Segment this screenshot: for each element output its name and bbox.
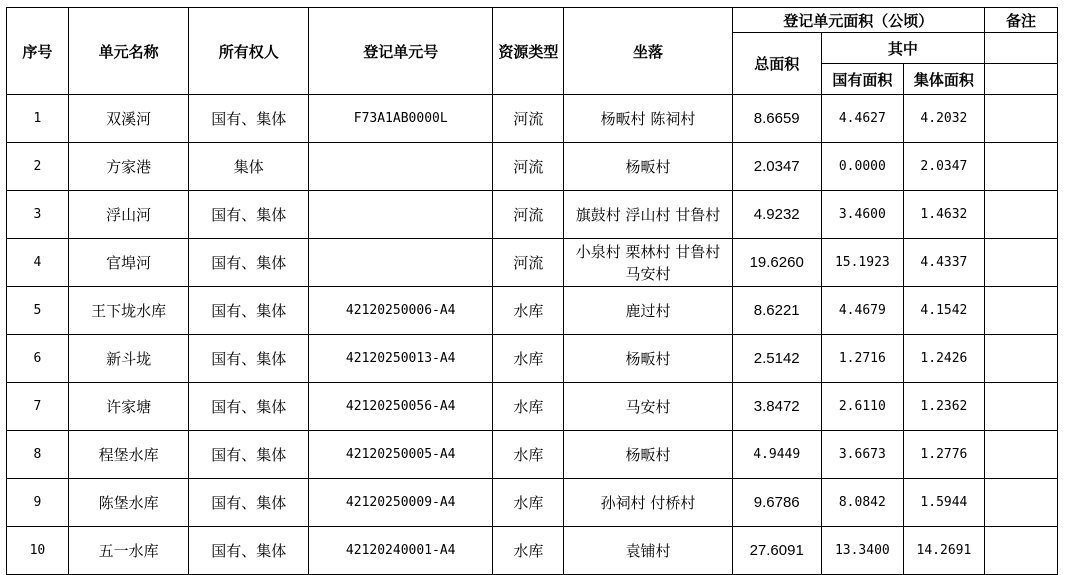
cell-total-area: 19.6260: [732, 239, 821, 287]
cell-location: 杨畈村 陈祠村: [564, 95, 732, 143]
cell-state-area: 0.0000: [821, 143, 903, 191]
cell-collective-area: 4.2032: [903, 95, 984, 143]
header-area-group: 登记单元面积（公顷）: [732, 8, 984, 33]
table-row: [7, 479, 1058, 527]
cell-location: 杨畈村: [564, 431, 732, 479]
cell-collective-area: 4.1542: [903, 287, 984, 335]
cell-resource-type: 河流: [493, 191, 564, 239]
cell-unit-name: 方家港: [68, 143, 189, 191]
cell-resource-type: 河流: [493, 95, 564, 143]
cell-state-area: 4.4679: [821, 287, 903, 335]
cell-resource-type: 水库: [493, 287, 564, 335]
table-row: [7, 239, 1058, 287]
table-row: [7, 95, 1058, 143]
cell-owner: 国有、集体: [189, 383, 309, 431]
cell-total-area: 2.5142: [732, 335, 821, 383]
cell-remarks: [984, 287, 1057, 335]
cell-location: 孙祠村 付桥村: [564, 479, 732, 527]
cell-resource-type: 水库: [493, 335, 564, 383]
cell-collective-area: 1.2776: [903, 431, 984, 479]
header-of-which: 其中: [821, 33, 984, 64]
cell-owner: 集体: [189, 143, 309, 191]
header-reg-no: 登记单元号: [308, 8, 492, 95]
cell-collective-area: 1.4632: [903, 191, 984, 239]
cell-state-area: 2.6110: [821, 383, 903, 431]
cell-seq: 8: [7, 431, 69, 479]
header-unit-name: 单元名称: [68, 8, 189, 95]
cell-reg-no: 42120250013-A4: [308, 335, 492, 383]
header-remarks-blank: [984, 64, 1057, 95]
cell-resource-type: 河流: [493, 143, 564, 191]
cell-remarks: [984, 191, 1057, 239]
cell-seq: 1: [7, 95, 69, 143]
cell-seq: 10: [7, 527, 69, 575]
cell-seq: 5: [7, 287, 69, 335]
cell-unit-name: 官埠河: [68, 239, 189, 287]
header-seq: 序号: [7, 8, 69, 95]
cell-total-area: 4.9232: [732, 191, 821, 239]
cell-reg-no: 42120250005-A4: [308, 431, 492, 479]
cell-unit-name: 双溪河: [68, 95, 189, 143]
cell-location: 小泉村 栗林村 甘鲁村 马安村: [564, 239, 732, 287]
cell-owner: 国有、集体: [189, 287, 309, 335]
cell-owner: 国有、集体: [189, 479, 309, 527]
cell-location: 杨畈村: [564, 335, 732, 383]
cell-reg-no: [308, 143, 492, 191]
cell-seq: 7: [7, 383, 69, 431]
cell-owner: 国有、集体: [189, 527, 309, 575]
cell-total-area: 8.6221: [732, 287, 821, 335]
cell-reg-no: 42120250006-A4: [308, 287, 492, 335]
cell-reg-no: F73A1AB0000L: [308, 95, 492, 143]
cell-unit-name: 程堡水库: [68, 431, 189, 479]
cell-total-area: 4.9449: [732, 431, 821, 479]
registration-table: [6, 7, 1058, 575]
cell-owner: 国有、集体: [189, 239, 309, 287]
cell-unit-name: 浮山河: [68, 191, 189, 239]
cell-seq: 3: [7, 191, 69, 239]
cell-total-area: 3.8472: [732, 383, 821, 431]
header-state-area: 国有面积: [821, 64, 903, 95]
cell-reg-no: 42120250056-A4: [308, 383, 492, 431]
cell-seq: 6: [7, 335, 69, 383]
cell-location: 杨畈村: [564, 143, 732, 191]
header-collective-area: 集体面积: [903, 64, 984, 95]
header-remarks-blank: [984, 33, 1057, 64]
cell-unit-name: 许家塘: [68, 383, 189, 431]
cell-resource-type: 水库: [493, 479, 564, 527]
table-row: [7, 383, 1058, 431]
cell-resource-type: 河流: [493, 239, 564, 287]
cell-unit-name: 新斗垅: [68, 335, 189, 383]
cell-remarks: [984, 95, 1057, 143]
cell-resource-type: 水库: [493, 527, 564, 575]
cell-seq: 9: [7, 479, 69, 527]
table-row: [7, 527, 1058, 575]
cell-remarks: [984, 335, 1057, 383]
cell-location: 旗鼓村 浮山村 甘鲁村: [564, 191, 732, 239]
cell-remarks: [984, 431, 1057, 479]
cell-remarks: [984, 383, 1057, 431]
header-location: 坐落: [564, 8, 732, 95]
cell-remarks: [984, 527, 1057, 575]
cell-seq: 4: [7, 239, 69, 287]
cell-collective-area: 4.4337: [903, 239, 984, 287]
cell-total-area: 27.6091: [732, 527, 821, 575]
table-row: [7, 335, 1058, 383]
cell-resource-type: 水库: [493, 383, 564, 431]
cell-state-area: 4.4627: [821, 95, 903, 143]
table-row: [7, 287, 1058, 335]
cell-resource-type: 水库: [493, 431, 564, 479]
cell-seq: 2: [7, 143, 69, 191]
cell-collective-area: 14.2691: [903, 527, 984, 575]
cell-reg-no: [308, 239, 492, 287]
cell-remarks: [984, 239, 1057, 287]
cell-state-area: 3.6673: [821, 431, 903, 479]
table-row: [7, 143, 1058, 191]
cell-collective-area: 1.5944: [903, 479, 984, 527]
cell-total-area: 9.6786: [732, 479, 821, 527]
cell-reg-no: [308, 191, 492, 239]
cell-unit-name: 陈堡水库: [68, 479, 189, 527]
cell-state-area: 1.2716: [821, 335, 903, 383]
cell-reg-no: 42120250009-A4: [308, 479, 492, 527]
cell-state-area: 3.4600: [821, 191, 903, 239]
cell-total-area: 8.6659: [732, 95, 821, 143]
cell-owner: 国有、集体: [189, 191, 309, 239]
cell-unit-name: 五一水库: [68, 527, 189, 575]
cell-owner: 国有、集体: [189, 431, 309, 479]
cell-state-area: 8.0842: [821, 479, 903, 527]
header-resource-type: 资源类型: [493, 8, 564, 95]
cell-collective-area: 2.0347: [903, 143, 984, 191]
cell-total-area: 2.0347: [732, 143, 821, 191]
header-remarks: 备注: [984, 8, 1057, 33]
cell-collective-area: 1.2426: [903, 335, 984, 383]
cell-state-area: 13.3400: [821, 527, 903, 575]
cell-location: 袁铺村: [564, 527, 732, 575]
header-owner: 所有权人: [189, 8, 309, 95]
cell-location: 鹿过村: [564, 287, 732, 335]
cell-remarks: [984, 479, 1057, 527]
cell-remarks: [984, 143, 1057, 191]
cell-owner: 国有、集体: [189, 95, 309, 143]
cell-location: 马安村: [564, 383, 732, 431]
table-row: [7, 191, 1058, 239]
cell-state-area: 15.1923: [821, 239, 903, 287]
header-total-area: 总面积: [732, 33, 821, 95]
cell-reg-no: 42120240001-A4: [308, 527, 492, 575]
cell-unit-name: 王下垅水库: [68, 287, 189, 335]
cell-collective-area: 1.2362: [903, 383, 984, 431]
cell-owner: 国有、集体: [189, 335, 309, 383]
table-row: [7, 431, 1058, 479]
